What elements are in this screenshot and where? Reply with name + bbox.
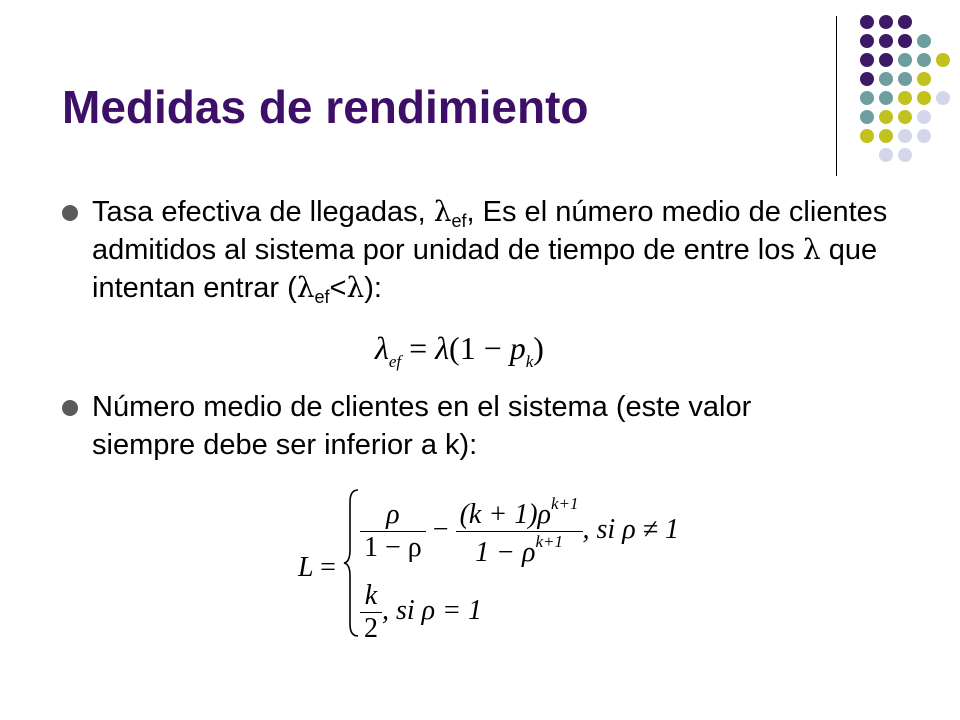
decorative-dot (879, 53, 893, 67)
decorative-dot (898, 15, 912, 29)
decorative-dot (860, 34, 874, 48)
lambda-symbol: λ (433, 195, 452, 228)
decorative-dot (879, 129, 893, 143)
decorative-dot (860, 53, 874, 67)
decorative-dot (917, 34, 931, 48)
decorative-dot (879, 34, 893, 48)
decorative-dot (898, 148, 912, 162)
bullet-dot (62, 205, 78, 221)
decorative-dot (898, 34, 912, 48)
slide-title: Medidas de rendimiento (62, 81, 589, 133)
decorative-dot (917, 53, 931, 67)
decorative-dot (917, 72, 931, 86)
decorative-dot (860, 129, 874, 143)
decorative-dot (879, 110, 893, 124)
dot-grid-decoration (830, 10, 960, 180)
decorative-dot (898, 129, 912, 143)
lambda-symbol: λ (296, 271, 315, 304)
formula-effective-rate: $\lambda_{ef} = \lambda(1 - p_k)$ (375, 330, 544, 371)
decorative-dot (898, 110, 912, 124)
decorative-dot (898, 53, 912, 67)
lambda-symbol: λ (802, 233, 821, 266)
decorative-dot (860, 91, 874, 105)
decorative-dot (860, 15, 874, 29)
decorative-dot (879, 15, 893, 29)
decorative-dot (917, 129, 931, 143)
decorative-dot (898, 72, 912, 86)
decorative-dot (879, 72, 893, 86)
decorative-dot (860, 110, 874, 124)
decorative-dot (879, 91, 893, 105)
bullet-text-arrival-rate: Tasa efectiva de llegadas, $\lambda_{ef}$, Es el número medio de clientes admitidos al sistema por unidad de tiempo de entre los λ que intentan entrar $(\lambda_{ef}<\lambda)$: (92, 195, 888, 307)
slide: Medidas de rendimiento Tasa efectiva de llegadas, $\lambda_{ef}$, Es el número medio de clientes admitidos al sistema por unidad de tiempo de entre los λ que intentan entrar $(\lambda_{ef}<\lambda)$: $\lambda_{ef} = \lambda(1 - p_k)$ Número medio de clientes en el sistema (este valor siempre debe ser inferior a k): L = $\frac{\rho}{1 - \rho}$ − $\frac{(k + 1)\rho^{k+1}}{1 - \rho^{k+1}}$ , si ρ ≠ 1 $\frac{k}{2}$ , si ρ = 1 (0, 0, 960, 720)
decorative-dot (917, 91, 931, 105)
decorative-dot (879, 148, 893, 162)
decorative-dot (898, 91, 912, 105)
decorative-dot (917, 110, 931, 124)
decorative-dot (936, 53, 950, 67)
decorative-dot (860, 72, 874, 86)
left-brace (342, 488, 362, 638)
bullet-text-mean-clients: Número medio de clientes en el sistema (este valor siempre debe ser inferior a k): (92, 391, 752, 461)
bullet-dot (62, 400, 78, 416)
lambda-symbol: λ (346, 271, 365, 304)
decorative-dot (936, 91, 950, 105)
